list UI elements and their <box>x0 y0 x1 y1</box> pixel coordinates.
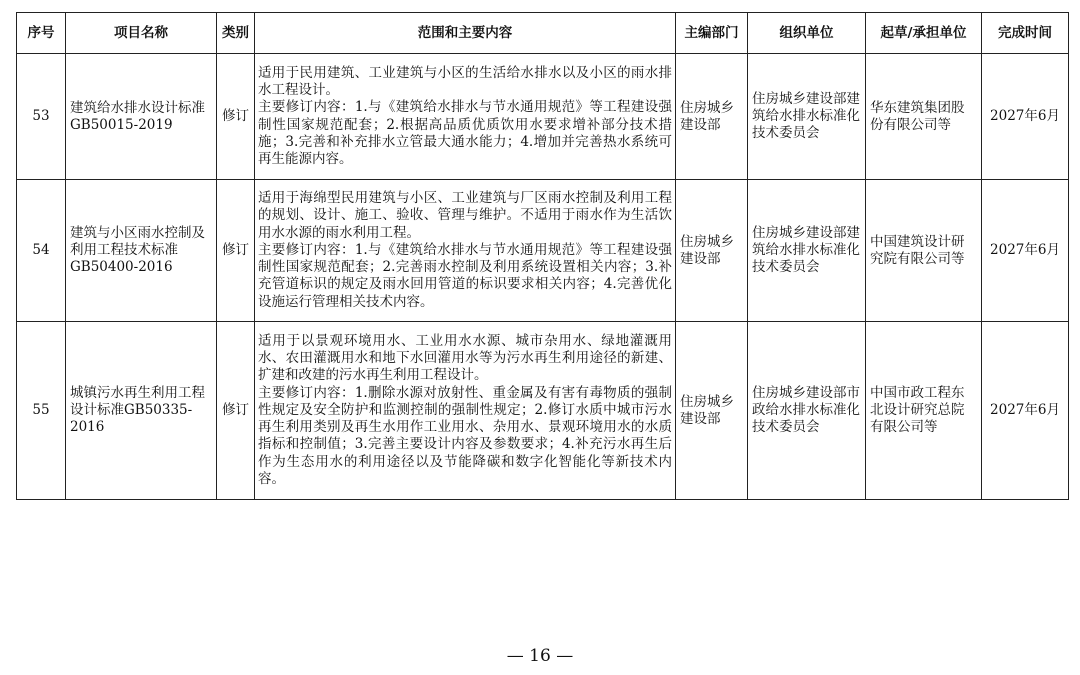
table-header-row <box>17 13 1069 54</box>
header-date: 完成时间 <box>982 13 1069 54</box>
row-org: 住房城乡建设部建筑给水排水标准化技术委员会 <box>748 54 866 180</box>
row-org: 住房城乡建设部建筑给水排水标准化技术委员会 <box>748 180 866 322</box>
row-org: 住房城乡建设部市政给水排水标准化技术委员会 <box>748 322 866 500</box>
row-project-name: 城镇污水再生利用工程设计标准GB50335-2016 <box>66 322 217 500</box>
header-org: 组织单位 <box>748 13 866 54</box>
row-scope: 适用于民用建筑、工业建筑与小区的生活给水排水以及小区的雨水排水工程设计。 主要修订内容：1.与《建筑给水排水与节水通用规范》等工程建设强制性国家规范配套；2.根据高品质优质饮用水要求增补部分技术措施；3.完善和补充排水立管最大通水能力；4.增加并完善热水系统可再生能源内容。 <box>255 54 676 180</box>
row-category: 修订 <box>217 322 255 500</box>
row-scope: 适用于以景观环境用水、工业用水水源、城市杂用水、绿地灌溉用水、农田灌溉用水和地下水回灌用水等为污水再生利用途径的新建、扩建和改建的污水再生利用工程设计。 主要修订内容：1.删除水源对放射性、重金属及有害有毒物质的强制性规定及安全防护和监测控制的强制性规定；2.修订水质中城市污水再生利用类别及再生水用作工业用水、杂用水、景观环境用水的水质指标和控制值；3.完善主要设计内容及参数要求；4.补充污水再生后作为生态用水的利用途径以及节能降碳和数字化智能化等新技术内容。 <box>255 322 676 500</box>
row-no: 55 <box>17 322 66 500</box>
row-category: 修订 <box>217 54 255 180</box>
header-drafter: 起草/承担单位 <box>866 13 982 54</box>
row-scope: 适用于海绵型民用建筑与小区、工业建筑与厂区雨水控制及利用工程的规划、设计、施工、验收、管理与维护。不适用于雨水作为生活饮用水水源的雨水利用工程。 主要修订内容：1.与《建筑给水排水与节水通用规范》等工程建设强制性国家规范配套；2.完善雨水控制及利用系统设置相关内容；3.补充管道标识的规定及雨水回用管道的标识要求相关内容；4.完善优化设施运行管理相关技术内容。 <box>255 180 676 322</box>
table-row <box>17 322 1069 500</box>
row-dept: 住房城乡建设部 <box>676 180 748 322</box>
header-no: 序号 <box>17 13 66 54</box>
header-dept: 主编部门 <box>676 13 748 54</box>
header-name: 项目名称 <box>66 13 217 54</box>
row-date: 2027年6月 <box>982 54 1069 180</box>
table-row <box>17 54 1069 180</box>
row-no: 53 <box>17 54 66 180</box>
header-category: 类别 <box>217 13 255 54</box>
row-project-name: 建筑给水排水设计标准GB50015-2019 <box>66 54 217 180</box>
row-dept: 住房城乡建设部 <box>676 54 748 180</box>
standards-table <box>16 12 1069 500</box>
row-drafter: 华东建筑集团股份有限公司等 <box>866 54 982 180</box>
row-drafter: 中国建筑设计研究院有限公司等 <box>866 180 982 322</box>
row-dept: 住房城乡建设部 <box>676 322 748 500</box>
page-number: — 16 — <box>506 646 574 666</box>
row-category: 修订 <box>217 180 255 322</box>
row-no: 54 <box>17 180 66 322</box>
row-date: 2027年6月 <box>982 322 1069 500</box>
row-date: 2027年6月 <box>982 180 1069 322</box>
row-project-name: 建筑与小区雨水控制及利用工程技术标准GB50400-2016 <box>66 180 217 322</box>
table-row <box>17 180 1069 322</box>
standards-table-container <box>16 12 1068 500</box>
row-drafter: 中国市政工程东北设计研究总院有限公司等 <box>866 322 982 500</box>
header-scope: 范围和主要内容 <box>255 13 676 54</box>
